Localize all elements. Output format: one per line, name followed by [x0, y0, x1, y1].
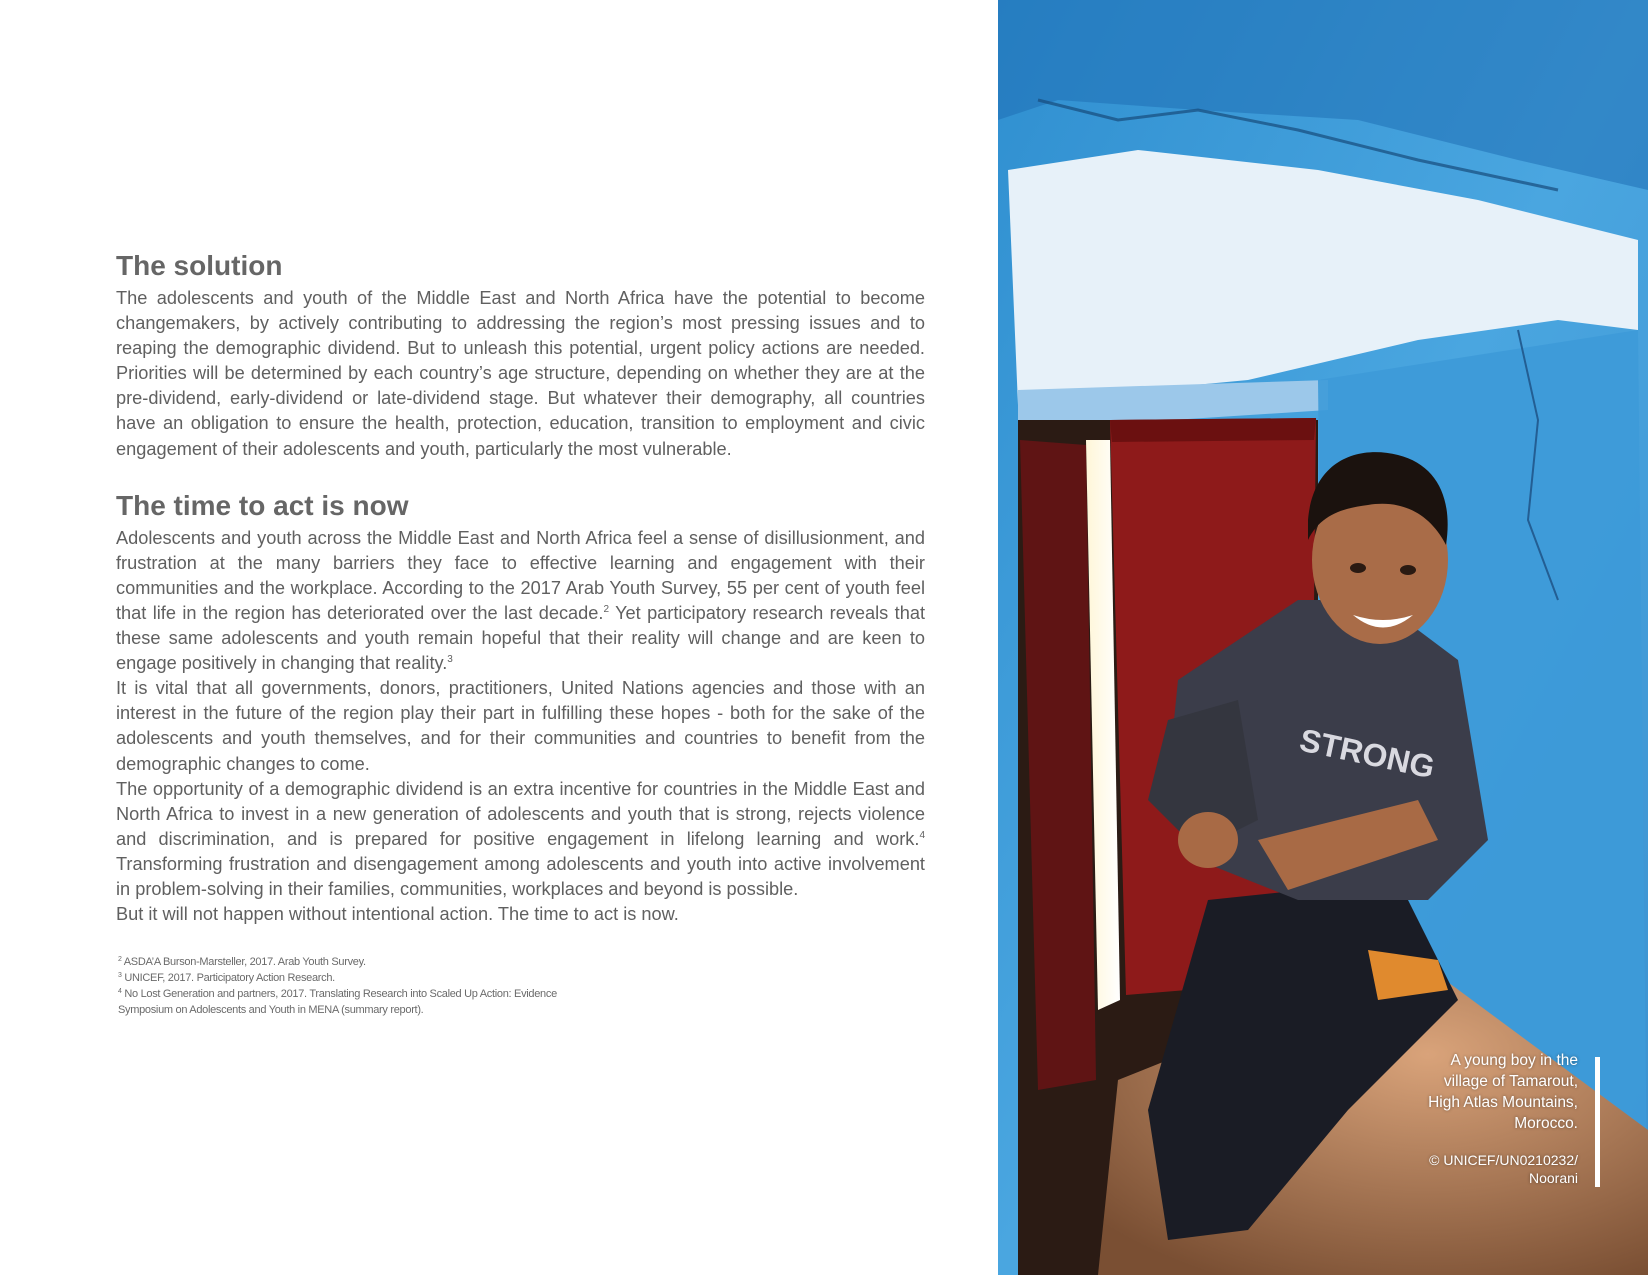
caption-line: A young boy in the: [1450, 1052, 1578, 1069]
footnote-text: ASDA’A Burson-Marsteller, 2017. Arab Youth Survey.: [121, 956, 366, 969]
footnote-2: [118, 954, 925, 970]
footnote-ref-2: 2: [603, 603, 610, 615]
footnote-4-continued: [118, 1002, 925, 1018]
boy-left-hand: [1178, 812, 1238, 868]
time-paragraph-4: But it will not happen without intentional action. The time to act is now.: [116, 904, 679, 925]
footnote-text: Symposium on Adolescents and Youth in MENA (summary report).: [118, 1004, 424, 1017]
caption-accent-bar: [1595, 1057, 1600, 1187]
footnote-4: [118, 986, 925, 1002]
time-paragraph-3-text-b: Transforming frustration and disengagement among adolescents and youth into active involvement in problem-solving in their families, communities, workplaces and beyond is possible.: [116, 853, 925, 899]
time-paragraph-3: [116, 777, 925, 902]
time-paragraph-1-text-b: Yet participatory research reveals that these same adolescents and youth remain hopeful that their reality will change and are keen to engage positively in changing that reality.: [116, 602, 925, 674]
footnote-ref-4: 4: [919, 829, 925, 841]
credit-line: Noorani: [1528, 1170, 1578, 1186]
footnote-num: 4: [118, 988, 122, 996]
time-paragraph-3-text-a: The opportunity of a demographic dividend is an extra incentive for countries in the Middle East and North Africa to invest in a new generation of adolescents and youth that is strong, rejects violence and discrimination, and is prepared for positive engagement in lifelong learning and work.: [116, 778, 925, 849]
heading-time-to-act: The time to act is now: [116, 489, 409, 521]
footnotes: [116, 954, 925, 1018]
footnote-num: 2: [118, 956, 122, 964]
door-top: [1110, 418, 1316, 442]
time-paragraph-1-text-a: Adolescents and youth across the Middle East and North Africa feel a sense of disillusionment, and frustration at the many barriers they face to effective learning and engagement with their communities and the workplace. According to the 2017 Arab Youth Survey, 55 per cent of youth feel that life in the region has deteriorated over the last decade.: [116, 527, 925, 623]
caption-line: Morocco.: [1514, 1115, 1578, 1132]
text-column: [116, 246, 925, 1018]
solution-paragraph: The adolescents and youth of the Middle East and North Africa have the potential to become changemakers, by actively contributing to addressing the region’s most pressing issues and to reaping the demographic dividend. But to unleash this potential, urgent policy actions are needed. Priorities will be determined by each country’s age structure, depending on whether they are at the pre-dividend, early-dividend or late-dividend stage. But whatever their demography, all countries have an obligation to ensure the health, protection, education, transition to employment and civic engagement of their adolescents and youth, particularly the most vulnerable.: [116, 288, 925, 459]
footnote-text: No Lost Generation and partners, 2017. Translating Research into Scaled Up Action: Evidence: [121, 988, 557, 1001]
time-paragraph-2: It is vital that all governments, donors, practitioners, United Nations agencies and those with an interest in the future of the region play their part in fulfilling these hopes - both for the sake of the adolescents and youth themselves, and for their communities and countries to benefit from the demographic changes to come.: [116, 678, 925, 774]
footnote-ref-3: 3: [447, 654, 453, 666]
boy-eye: [1350, 563, 1366, 573]
time-paragraph-1: [116, 526, 925, 677]
photo-boy-in-window: [998, 0, 1648, 1275]
hoodie-print: STRONG: [1296, 721, 1438, 786]
caption-line: village of Tamarout,: [1443, 1073, 1578, 1090]
boy-eye: [1400, 565, 1416, 575]
caption-line: High Atlas Mountains,: [1428, 1094, 1578, 1111]
photo-credit: [1348, 1151, 1578, 1187]
footnote-text: UNICEF, 2017. Participatory Action Research.: [121, 972, 335, 985]
credit-line: © UNICEF/UN0210232/: [1429, 1152, 1578, 1168]
footnote-num: 3: [118, 972, 122, 980]
footnote-3: [118, 970, 925, 986]
heading-the-solution: The solution: [116, 250, 283, 281]
photo-caption: [1348, 1050, 1578, 1187]
